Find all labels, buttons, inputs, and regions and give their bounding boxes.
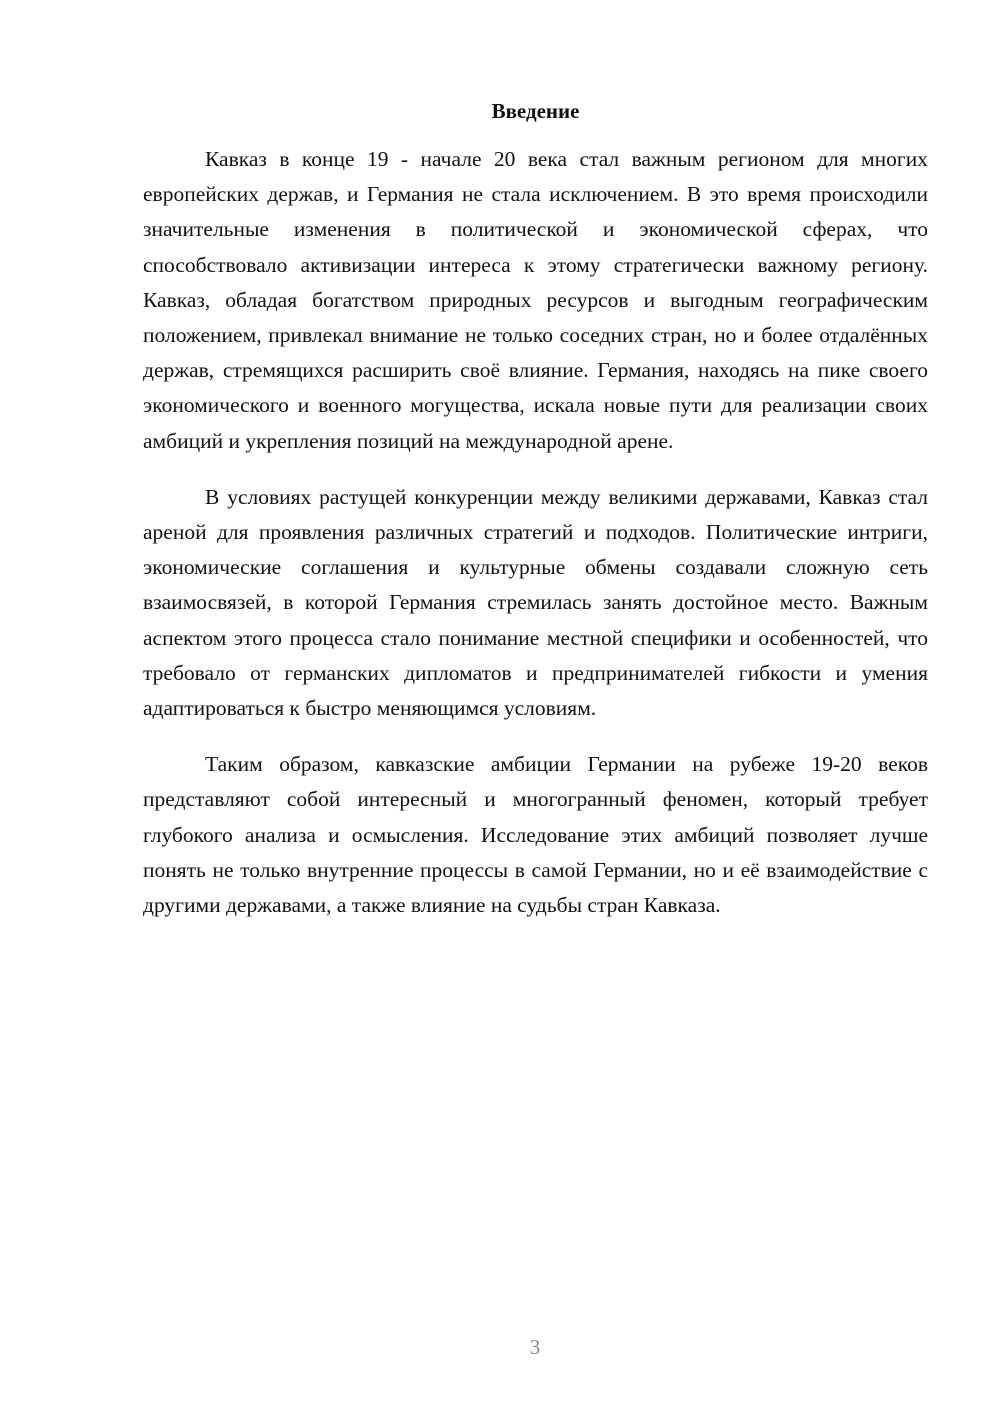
paragraph-3: Таким образом, кавказские амбиции Германии на рубеже 19-20 веков представляют собой интересный и многогранный феномен, который требует глубокого анализа и осмысления. Исследование этих амбиций позволяет лучше понять не только внутренние процессы в самой Германии, но и её взаимодействие с другими державами, а также влияние на судьбы стран Кавказа. xyxy=(143,752,928,918)
body-text xyxy=(143,142,928,944)
paragraph-2: В условиях растущей конкуренции между великими державами, Кавказ стал ареной для проявления различных стратегий и подходов. Политические интриги, экономические соглашения и культурные обмены создавали сложную сеть взаимосвязей, в которой Германия стремилась занять достойное место. Важным аспектом этого процесса стало понимание местной специфики и особенностей, что требовало от германских дипломатов и предпринимателей гибкости и умения адаптироваться к быстро меняющимся условиям. xyxy=(143,484,928,721)
paragraph-1: Кавказ в конце 19 - начале 20 века стал важным регионом для многих европейских держав, и Германия не стала исключением. В это время происходили значительные изменения в политической и экономической сферах, что способствовало активизации интереса к этому стратегически важному региону. Кавказ, обладая богатством природных ресурсов и выгодным географическим положением, привлекал внимание не только соседних стран, но и более отдалённых держав, стремящихся расширить своё влияние. Германия, находясь на пике своего экономического и военного могущества, искала новые пути для реализации своих амбиций и укрепления позиций на международной арене. xyxy=(143,147,928,453)
page-number: 3 xyxy=(529,1335,541,1359)
section-heading: Введение xyxy=(491,99,580,123)
